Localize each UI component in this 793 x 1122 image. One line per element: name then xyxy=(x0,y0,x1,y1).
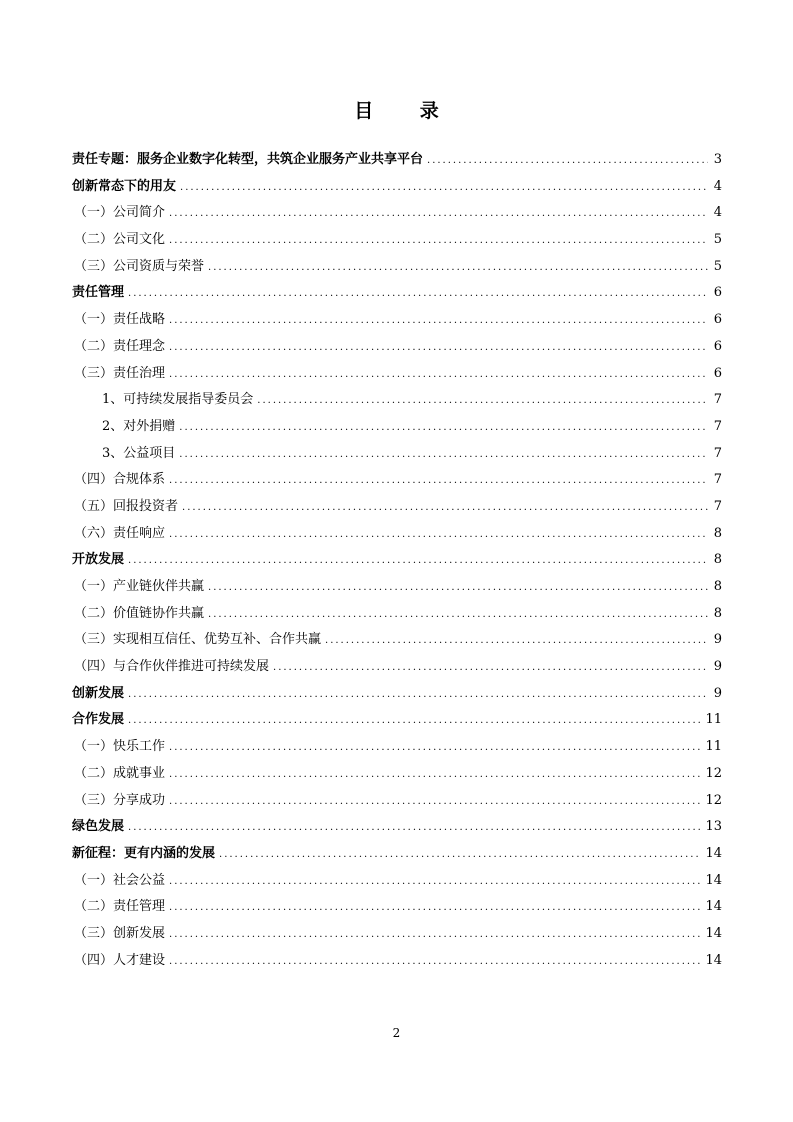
toc-dot-leader xyxy=(179,415,708,442)
toc-dot-leader xyxy=(179,442,708,469)
toc-entry[interactable] xyxy=(72,761,722,788)
toc-entry[interactable] xyxy=(72,868,722,895)
toc-entry-label[interactable]: 创新常态下的用友 xyxy=(72,178,177,194)
toc-entry-label[interactable]: （二）责任管理 xyxy=(74,899,166,915)
toc-entry-page-number[interactable]: 9 xyxy=(713,659,722,675)
toc-dot-leader xyxy=(169,895,701,922)
toc-entry-label[interactable]: （三）创新发展 xyxy=(74,925,166,941)
toc-entry-page-number[interactable]: 7 xyxy=(713,418,722,434)
toc-entry-page-number[interactable]: 7 xyxy=(713,445,722,461)
toc-entry-label[interactable]: 2、对外捐赠 xyxy=(102,418,176,434)
toc-entry-page-number[interactable]: 11 xyxy=(705,739,722,755)
toc-dot-leader xyxy=(169,201,708,228)
toc-dot-leader xyxy=(208,575,708,602)
toc-dot-leader xyxy=(169,362,708,389)
toc-dot-leader xyxy=(257,388,708,415)
toc-dot-leader xyxy=(169,789,701,816)
toc-entry-label[interactable]: 3、公益项目 xyxy=(102,445,176,461)
toc-entry[interactable] xyxy=(72,174,722,201)
toc-entry[interactable] xyxy=(72,734,722,761)
toc-entry-page-number[interactable]: 14 xyxy=(705,952,722,968)
toc-entry-page-number[interactable]: 6 xyxy=(713,312,722,328)
toc-entry-label[interactable]: （一）公司简介 xyxy=(74,205,166,221)
toc-entry[interactable] xyxy=(72,841,722,868)
toc-entry-page-number[interactable]: 6 xyxy=(713,338,722,354)
toc-entry-page-number[interactable]: 13 xyxy=(705,819,722,835)
toc-entry-label[interactable]: （六）责任响应 xyxy=(74,525,166,541)
toc-entry-page-number[interactable]: 14 xyxy=(705,925,722,941)
toc-entry[interactable] xyxy=(72,894,722,921)
toc-dot-leader xyxy=(128,548,708,575)
toc-entry-page-number[interactable]: 4 xyxy=(713,178,722,194)
toc-entry-page-number[interactable]: 7 xyxy=(713,392,722,408)
toc-entry-page-number[interactable]: 5 xyxy=(713,258,722,274)
toc-dot-leader xyxy=(128,708,701,735)
toc-entry-label[interactable]: （一）快乐工作 xyxy=(74,739,166,755)
toc-entry[interactable] xyxy=(72,494,722,521)
toc-dot-leader xyxy=(128,281,708,308)
toc-entry[interactable] xyxy=(72,361,722,388)
toc-entry-label[interactable]: （四）人才建设 xyxy=(74,952,166,968)
toc-dot-leader xyxy=(169,949,701,976)
toc-entry-page-number[interactable]: 8 xyxy=(713,525,722,541)
toc-entry-label[interactable]: （一）社会公益 xyxy=(74,872,166,888)
toc-dot-leader xyxy=(169,522,708,549)
toc-entry[interactable] xyxy=(72,788,722,815)
toc-entry-page-number[interactable]: 14 xyxy=(705,845,722,861)
toc-entry-label[interactable]: 责任专题：服务企业数字化转型，共筑企业服务产业共享平台 xyxy=(72,152,424,167)
toc-entry-page-number[interactable]: 9 xyxy=(713,685,722,701)
toc-entry-page-number[interactable]: 5 xyxy=(713,232,722,248)
toc-dot-leader xyxy=(169,922,701,949)
toc-entry[interactable] xyxy=(72,547,722,574)
toc-entry[interactable] xyxy=(72,681,722,708)
toc-entry-page-number[interactable]: 12 xyxy=(705,792,722,808)
toc-dot-leader xyxy=(208,255,708,282)
toc-entry-page-number[interactable]: 14 xyxy=(705,872,722,888)
toc-entry[interactable] xyxy=(72,654,722,681)
table-of-contents xyxy=(72,147,722,974)
toc-entry[interactable] xyxy=(72,467,722,494)
toc-dot-leader xyxy=(169,335,708,362)
toc-entry-label[interactable]: （二）公司文化 xyxy=(74,232,166,248)
toc-entry[interactable] xyxy=(72,441,722,468)
toc-dot-leader xyxy=(169,308,708,335)
toc-entry-label[interactable]: 创新发展 xyxy=(72,685,125,701)
toc-entry-page-number[interactable]: 12 xyxy=(705,765,722,781)
toc-entry[interactable] xyxy=(72,814,722,841)
toc-entry[interactable] xyxy=(72,227,722,254)
toc-dot-leader xyxy=(208,602,708,629)
toc-entry-page-number[interactable]: 7 xyxy=(713,472,722,488)
toc-entry-page-number[interactable]: 3 xyxy=(713,152,722,167)
toc-entry[interactable] xyxy=(72,147,722,174)
toc-entry[interactable] xyxy=(72,574,722,601)
toc-dot-leader xyxy=(219,842,701,869)
toc-entry-label[interactable]: （四）合规体系 xyxy=(74,472,166,488)
toc-entry[interactable] xyxy=(72,707,722,734)
toc-entry-page-number[interactable]: 9 xyxy=(713,632,722,648)
toc-entry-label[interactable]: （五）回报投资者 xyxy=(74,498,179,514)
toc-entry[interactable] xyxy=(72,948,722,975)
toc-entry[interactable] xyxy=(72,254,722,281)
toc-entry-label[interactable]: 新征程：更有内涵的发展 xyxy=(72,845,216,861)
toc-entry-page-number[interactable]: 8 xyxy=(713,579,722,594)
toc-dot-leader xyxy=(182,495,708,522)
toc-entry-label[interactable]: （二）责任理念 xyxy=(74,338,166,354)
page-number: 2 xyxy=(392,1026,401,1040)
toc-entry-label[interactable]: （三）实现相互信任、优势互补、合作共赢 xyxy=(74,632,322,648)
toc-dot-leader xyxy=(325,628,708,655)
toc-entry-label[interactable]: 1、可持续发展指导委员会 xyxy=(102,392,254,408)
toc-dot-leader xyxy=(128,815,701,842)
toc-dot-leader xyxy=(169,228,708,255)
toc-entry-label[interactable]: （三）分享成功 xyxy=(74,792,166,808)
toc-dot-leader xyxy=(128,682,708,709)
toc-entry-label[interactable]: （四）与合作伙伴推进可持续发展 xyxy=(74,659,270,675)
toc-entry-label[interactable]: 绿色发展 xyxy=(72,819,125,835)
toc-entry-label[interactable]: （二）成就事业 xyxy=(74,765,166,781)
toc-entry-page-number[interactable]: 8 xyxy=(713,552,722,568)
toc-dot-leader xyxy=(169,735,701,762)
toc-entry-page-number[interactable]: 8 xyxy=(713,605,722,621)
toc-entry[interactable] xyxy=(72,414,722,441)
toc-entry-page-number[interactable]: 14 xyxy=(705,899,722,915)
toc-entry-page-number[interactable]: 6 xyxy=(713,285,722,301)
toc-entry[interactable] xyxy=(72,521,722,548)
toc-entry-label[interactable]: 开放发展 xyxy=(72,552,125,568)
toc-entry-page-number[interactable]: 6 xyxy=(713,365,722,381)
toc-dot-leader xyxy=(180,175,708,202)
toc-dot-leader xyxy=(273,655,708,682)
toc-entry-label[interactable]: 责任管理 xyxy=(72,285,125,301)
toc-entry-page-number[interactable]: 7 xyxy=(713,498,722,514)
toc-dot-leader xyxy=(169,762,701,789)
toc-dot-leader xyxy=(169,468,708,495)
toc-entry-page-number[interactable]: 4 xyxy=(713,205,722,221)
toc-entry[interactable] xyxy=(72,601,722,628)
toc-entry[interactable] xyxy=(72,921,722,948)
toc-entry-label[interactable]: 合作发展 xyxy=(72,712,125,728)
toc-entry-label[interactable]: （二）价值链协作共赢 xyxy=(74,605,205,621)
toc-entry[interactable] xyxy=(72,627,722,654)
toc-entry-label[interactable]: （一）责任战略 xyxy=(74,312,166,328)
toc-dot-leader xyxy=(427,148,708,175)
toc-entry-page-number[interactable]: 11 xyxy=(705,712,722,728)
page-title: 目 录 xyxy=(354,100,459,122)
toc-entry-label[interactable]: （三）公司资质与荣誉 xyxy=(74,258,205,274)
toc-entry[interactable] xyxy=(72,280,722,307)
toc-entry[interactable] xyxy=(72,200,722,227)
toc-entry[interactable] xyxy=(72,307,722,334)
toc-entry[interactable] xyxy=(72,334,722,361)
toc-entry-label[interactable]: （一）产业链伙伴共赢 xyxy=(74,579,205,594)
toc-entry-label[interactable]: （三）责任治理 xyxy=(74,365,166,381)
toc-dot-leader xyxy=(169,869,701,896)
toc-entry[interactable] xyxy=(72,387,722,414)
